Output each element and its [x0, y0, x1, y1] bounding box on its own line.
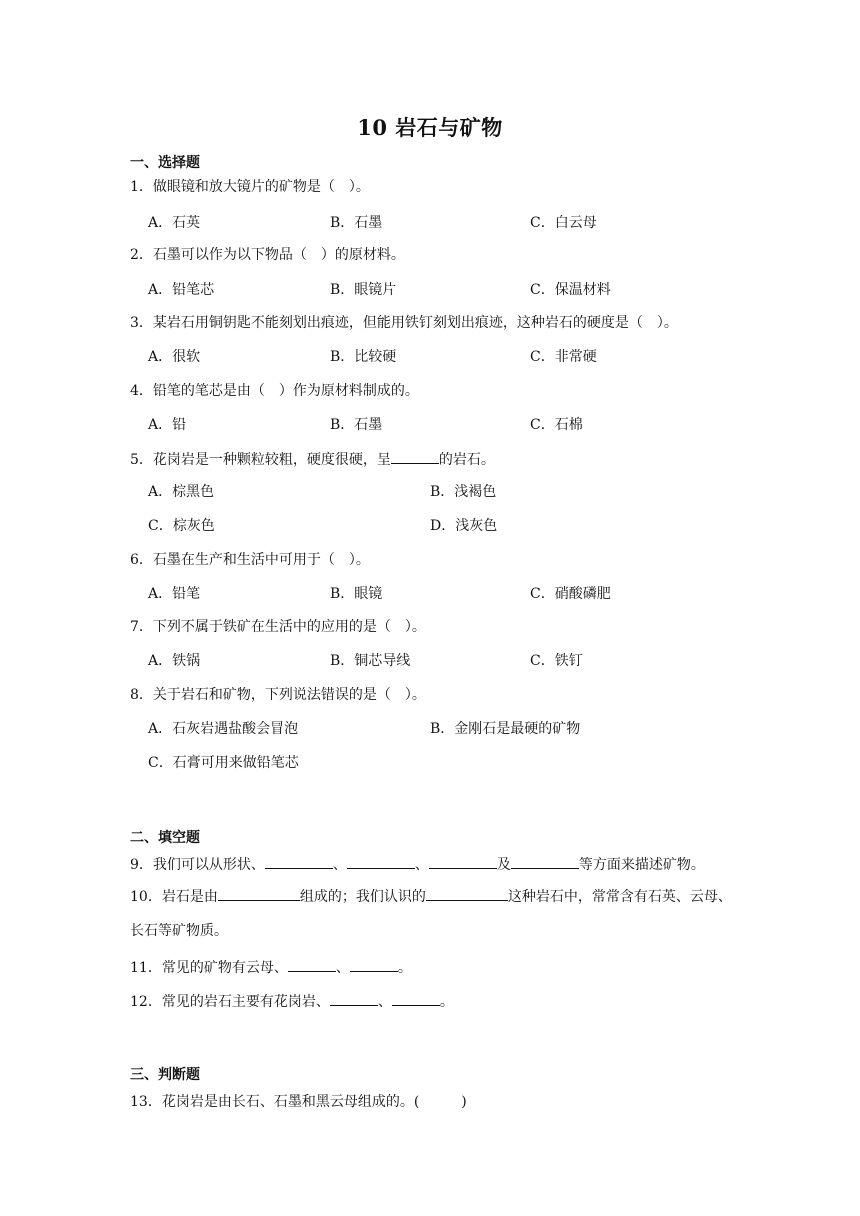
question-9-sep2: 、	[414, 857, 429, 873]
option-6c: C．硝酸磷肥	[530, 586, 611, 602]
question-9-sep3: 及	[496, 857, 511, 873]
option-4a: A．铅	[148, 417, 187, 433]
question-7: 7．下列不属于铁矿在生活中的应用的是（ ）。	[130, 619, 426, 635]
option-5a: A．棕黑色	[148, 484, 215, 500]
question-9-text-pre: 9．我们可以从形状、	[130, 857, 265, 873]
question-10	[130, 880, 740, 948]
question-11-text-pre: 11．常见的矿物有云母、	[130, 960, 288, 976]
option-7b: B．铜芯导线	[330, 653, 411, 669]
question-12-text-pre: 12．常见的岩石主要有花岗岩、	[130, 994, 330, 1010]
question-10-text-post: 这种岩石中，常常含有石英、云母、长石等矿物质。	[130, 889, 732, 939]
option-3b: B．比较硬	[330, 349, 397, 365]
question-5	[130, 449, 495, 470]
option-3a: A．很软	[148, 349, 201, 365]
question-1: 1．做眼镜和放大镜片的矿物是（ ）。	[130, 179, 370, 195]
question-11	[130, 957, 412, 978]
option-7a: A．铁锅	[148, 653, 201, 669]
page-title: 10 岩石与矿物	[357, 115, 503, 140]
question-9-sep1: 、	[332, 857, 347, 873]
question-6: 6．石墨在生产和生活中可用于（ ）。	[130, 552, 370, 568]
option-1a: A．石英	[148, 215, 201, 231]
answer-blank[interactable]	[392, 991, 440, 1006]
question-13: 13．花岗岩是由长石、石墨和黑云母组成的。( )	[130, 1094, 467, 1110]
option-5d: D．浅灰色	[430, 518, 498, 534]
option-8b: B．金刚石是最硬的矿物	[430, 721, 581, 737]
answer-blank[interactable]	[288, 957, 336, 972]
question-8: 8．关于岩石和矿物，下列说法错误的是（ ）。	[130, 687, 426, 703]
section-title-judge: 三、判断题	[130, 1067, 200, 1083]
option-8c: C．石膏可用来做铅笔芯	[148, 755, 299, 771]
option-2b: B．眼镜片	[330, 282, 397, 298]
section-title-fill: 二、填空题	[130, 830, 200, 846]
question-11-sep: 、	[335, 960, 350, 976]
option-2c: C．保温材料	[530, 282, 611, 298]
option-8a: A．石灰岩遇盐酸会冒泡	[148, 721, 299, 737]
question-12-text-post: 。	[439, 994, 454, 1010]
question-12-sep: 、	[377, 994, 392, 1010]
option-3c: C．非常硬	[530, 349, 597, 365]
option-2a: A．铅笔芯	[148, 282, 215, 298]
question-4: 4．铅笔的笔芯是由（ ）作为原材料制成的。	[130, 383, 419, 399]
answer-blank[interactable]	[265, 854, 333, 869]
question-5-text-post: 的岩石。	[438, 452, 495, 468]
option-1c: C．白云母	[530, 215, 597, 231]
option-5c: C．棕灰色	[148, 518, 215, 534]
question-5-text-pre: 5．花岗岩是一种颗粒较粗，硬度很硬，呈	[130, 452, 391, 468]
answer-blank[interactable]	[391, 449, 439, 464]
section-title-choice: 一、选择题	[130, 155, 200, 171]
answer-blank[interactable]	[426, 886, 508, 901]
question-9	[130, 854, 705, 875]
option-6b: B．眼镜	[330, 586, 383, 602]
option-1b: B．石墨	[330, 215, 383, 231]
question-3: 3．某岩石用铜钥匙不能刻划出痕迹，但能用铁钉刻划出痕迹，这种岩石的硬度是（ ）。	[130, 315, 678, 331]
answer-blank[interactable]	[330, 991, 378, 1006]
question-9-text-post: 等方面来描述矿物。	[578, 857, 705, 873]
question-10-text-mid: 组成的；我们认识的	[299, 889, 426, 905]
answer-blank[interactable]	[218, 886, 300, 901]
question-10-text-pre: 10．岩石是由	[130, 889, 218, 905]
question-11-text-post: 。	[397, 960, 412, 976]
answer-blank[interactable]	[347, 854, 415, 869]
option-7c: C．铁钉	[530, 653, 583, 669]
answer-blank[interactable]	[350, 957, 398, 972]
option-4c: C．石棉	[530, 417, 583, 433]
question-12	[130, 991, 454, 1012]
answer-blank[interactable]	[429, 854, 497, 869]
option-4b: B．石墨	[330, 417, 383, 433]
question-2: 2．石墨可以作为以下物品（ ）的原材料。	[130, 247, 405, 263]
option-6a: A．铅笔	[148, 586, 201, 602]
answer-blank[interactable]	[511, 854, 579, 869]
option-5b: B．浅褐色	[430, 484, 497, 500]
